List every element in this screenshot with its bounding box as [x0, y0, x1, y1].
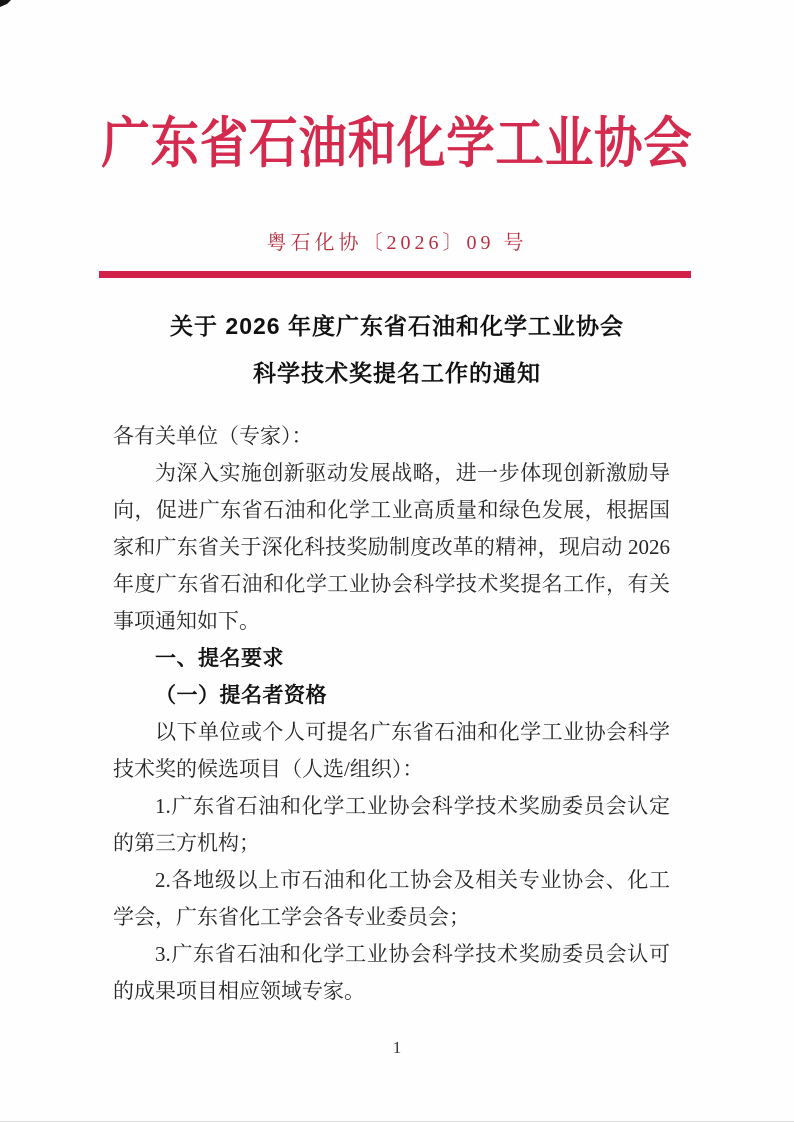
qualification-item-2: 2.各地级以上市石油和化工协会及相关专业协会、化工学会，广东省化工学会各专业委员会； — [113, 868, 670, 929]
organization-masthead — [0, 113, 794, 174]
intro-paragraph: 为深入实施创新驱动发展战略，进一步体现创新激励导向，促进广东省石油和化学工业高质量和绿色发展，根据国家和广东省关于深化科技奖励制度改革的精神，现启动 2026 年度广东省石油和化学工业协会科学技术奖提名工作，有关事项通知如下。 — [113, 461, 670, 633]
qualification-item-3: 3.广东省石油和化学工业协会科学技术奖励委员会认可的成果项目相应领域专家。 — [113, 942, 670, 1003]
document-title — [0, 303, 794, 397]
section-heading: 一、提名要求 — [155, 647, 284, 670]
qualification-item-1: 1.广东省石油和化学工业协会科学技术奖励委员会认定的第三方机构； — [113, 794, 670, 855]
document-reference-number: 粤石化协〔2026〕09 号 — [266, 232, 528, 254]
document-title-line-2: 科学技术奖提名工作的通知 — [253, 360, 541, 386]
page-number: 1 — [392, 1038, 402, 1057]
red-header-rule — [99, 271, 691, 278]
document-body — [113, 418, 670, 1010]
organization-name: 广东省石油和化学工业协会 — [101, 113, 693, 174]
salutation: 各有关单位（专家）： — [113, 424, 313, 448]
subsection-heading: （一）提名者资格 — [155, 684, 327, 707]
scan-corner-artifact — [0, 0, 11, 7]
qualification-intro: 以下单位或个人可提名广东省石油和化学工业协会科学技术奖的候选项目（人选/组织）： — [113, 720, 670, 781]
document-title-line-1: 关于 2026 年度广东省石油和化学工业协会 — [170, 313, 624, 339]
